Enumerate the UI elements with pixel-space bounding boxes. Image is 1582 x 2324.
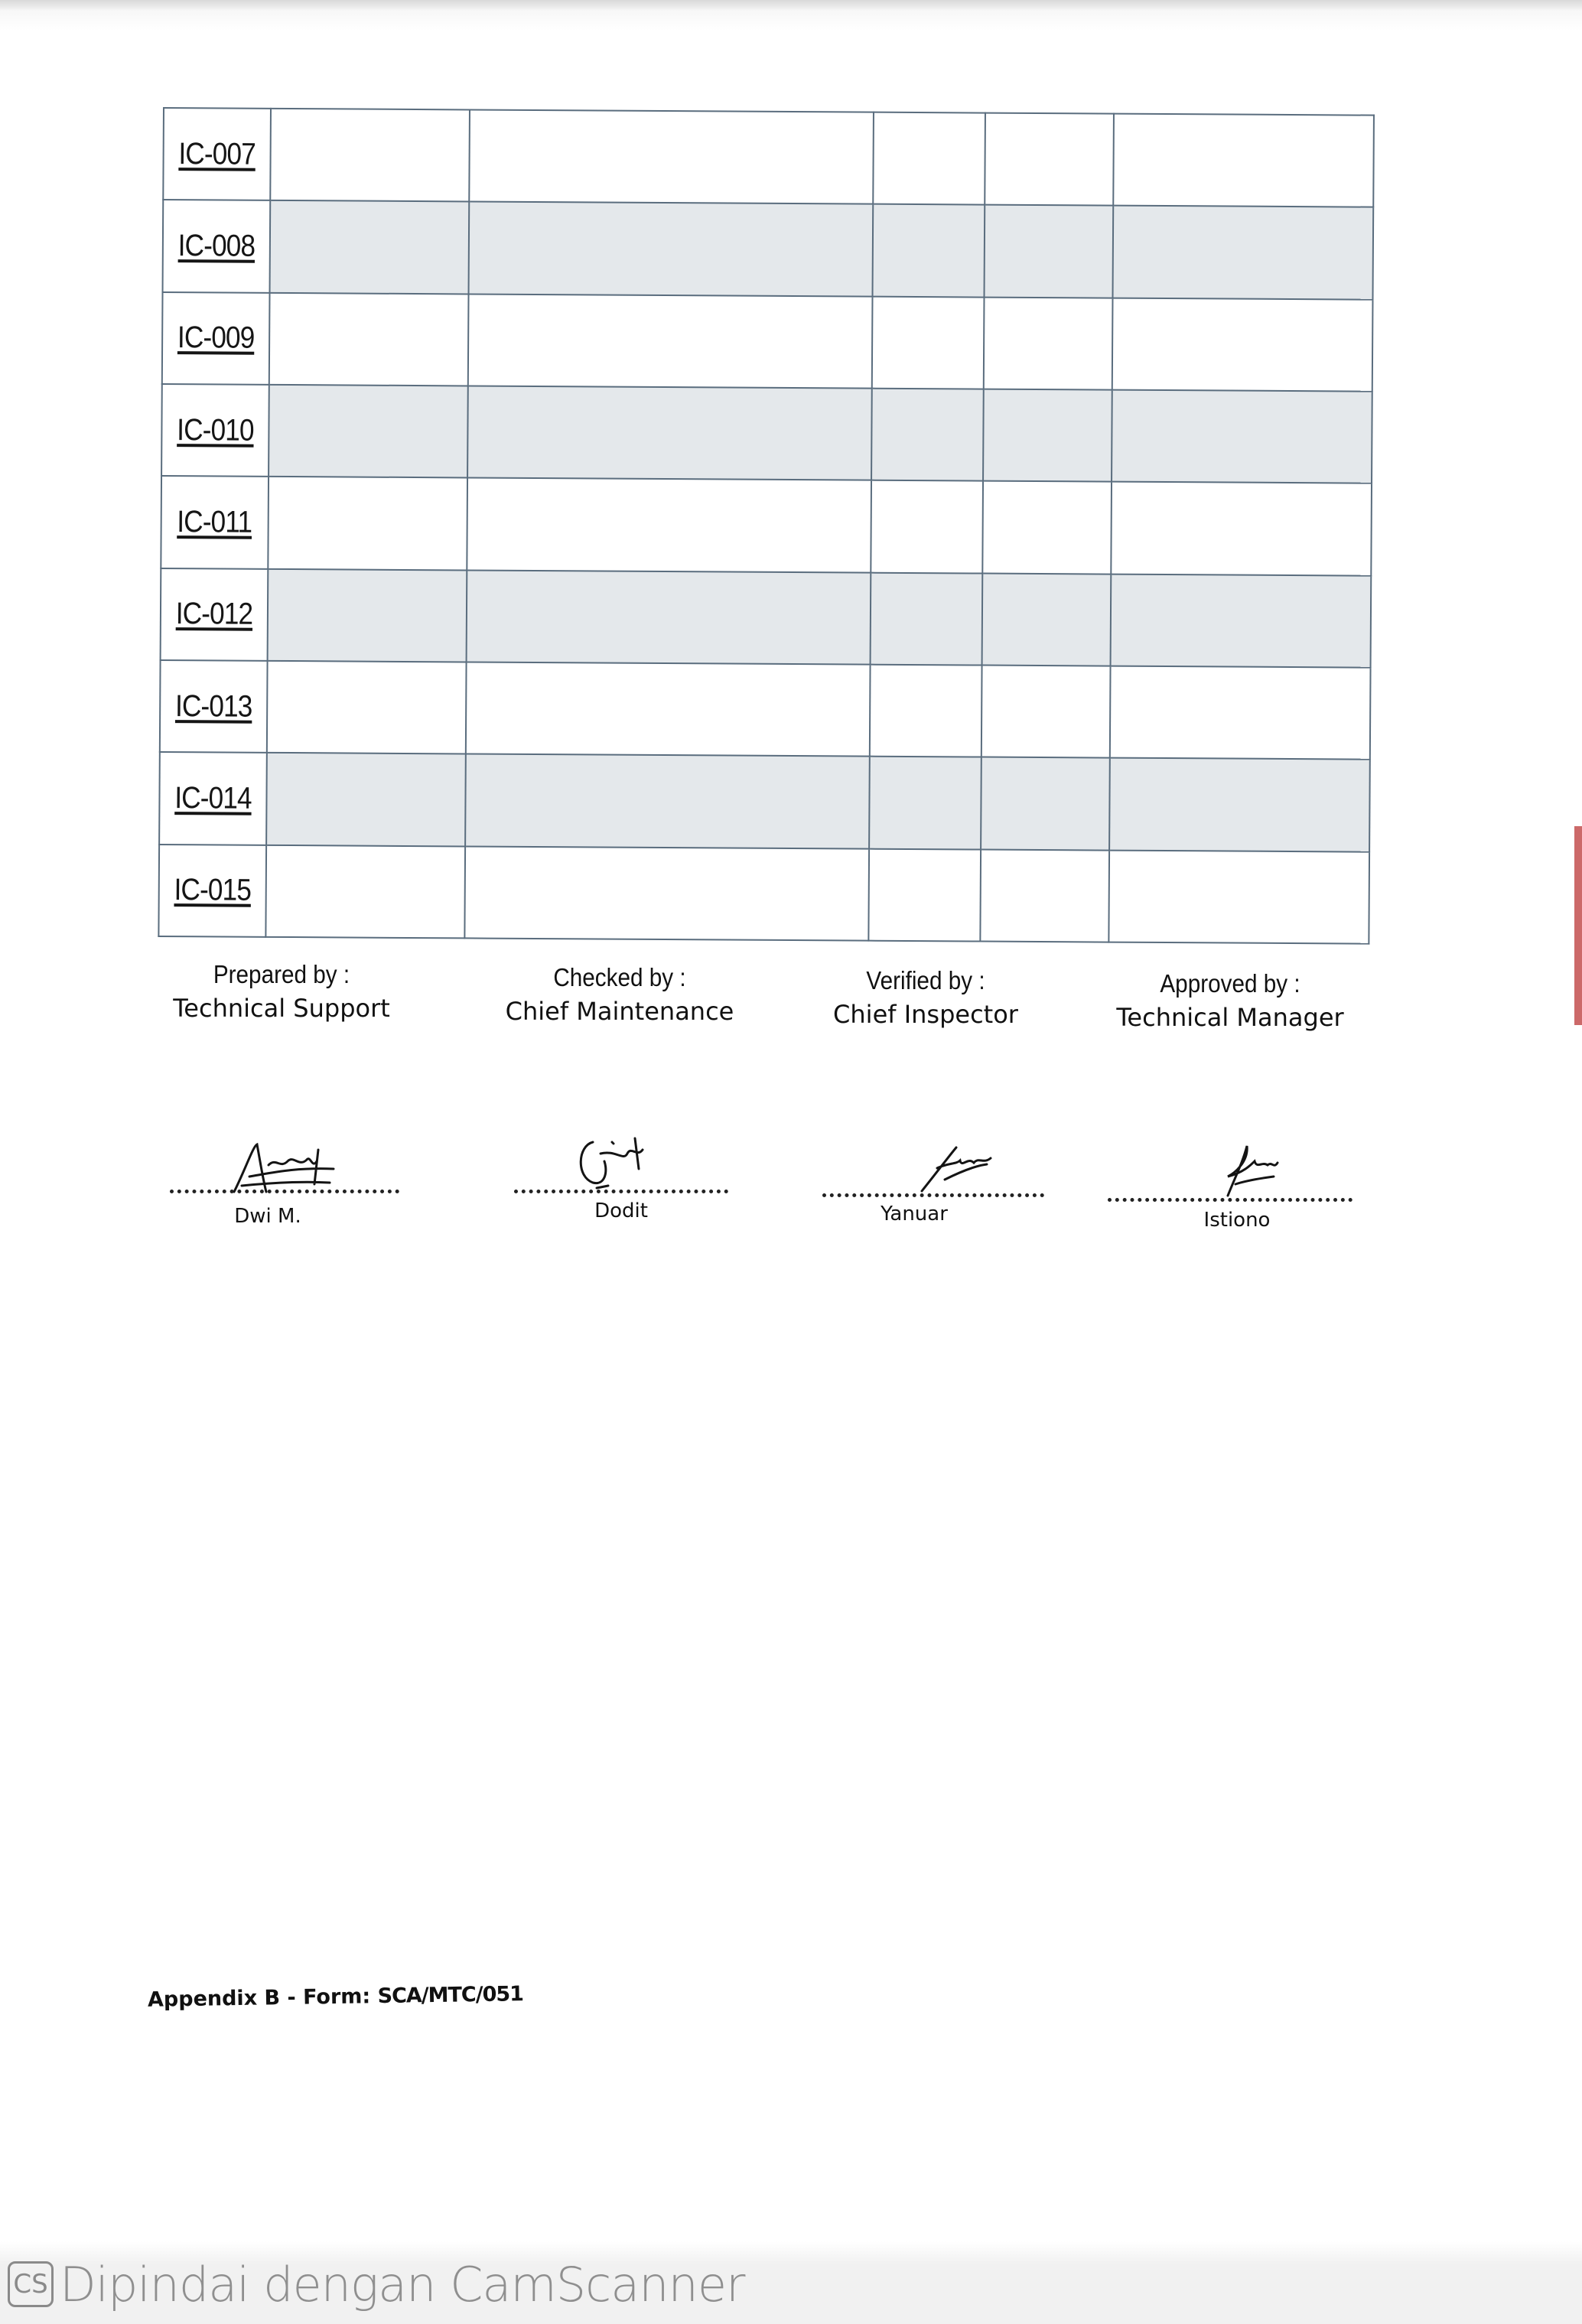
table-cell: [871, 480, 983, 573]
form-reference-code: SCA/MTC/051: [377, 1982, 524, 2009]
signature-image-approved: [1205, 1138, 1281, 1199]
ic-table-body: [158, 108, 1374, 944]
camscanner-watermark: [8, 2254, 744, 2315]
table-cell: [1113, 114, 1374, 207]
signature-department: Chief Inspector: [833, 1000, 1018, 1029]
table-cell: [984, 297, 1113, 389]
signature-line: [822, 1193, 1044, 1197]
table-cell: [981, 757, 1110, 850]
table-cell: [1109, 758, 1370, 851]
table-row: [161, 384, 1372, 483]
table-cell: [464, 846, 869, 941]
table-cell: [869, 757, 981, 849]
table-cell: [1111, 574, 1372, 667]
ic-code: IC-011: [177, 505, 252, 539]
table-cell: [871, 572, 983, 665]
table-cell: [467, 386, 872, 480]
table-cell: [985, 113, 1114, 206]
table-cell: [467, 478, 871, 573]
scan-top-edge: [0, 0, 1582, 11]
signature-department: Technical Support: [173, 994, 390, 1023]
camscanner-logo-icon: CS: [8, 2261, 54, 2307]
table-cell: [870, 665, 982, 757]
signature-line: [1108, 1198, 1353, 1202]
ic-code: IC-012: [175, 597, 253, 632]
table-cell: [1110, 666, 1371, 760]
table-row: [162, 292, 1373, 392]
table-cell: [266, 753, 466, 846]
table-row: [160, 660, 1371, 760]
form-reference: [148, 1982, 523, 2012]
table-cell: [1113, 206, 1374, 299]
table-cell: [1108, 850, 1369, 943]
table-row: [163, 108, 1374, 207]
code-cell: [158, 845, 266, 937]
table-cell: [267, 661, 467, 754]
table-cell: [982, 481, 1112, 574]
code-cell: [163, 108, 271, 200]
code-cell: [161, 568, 269, 661]
table-row: [163, 200, 1374, 299]
signatory-name: Dwi M.: [234, 1205, 301, 1228]
table-cell: [871, 389, 984, 481]
ic-code: IC-009: [177, 321, 255, 356]
signature-role: Prepared by :: [213, 960, 350, 988]
ic-code: IC-014: [174, 781, 252, 815]
table-cell: [1112, 390, 1372, 483]
table-row: [161, 476, 1372, 575]
ic-table: [158, 107, 1375, 945]
ic-code: IC-008: [177, 229, 256, 263]
scan-right-edge: [1574, 826, 1582, 1025]
signature-department: Technical Manager: [1116, 1003, 1344, 1032]
signatory-name: Dodit: [594, 1199, 648, 1222]
signature-line: [170, 1190, 399, 1193]
signature-role: Approved by :: [1160, 969, 1300, 998]
table-cell: [980, 849, 1109, 942]
signature-role: Checked by :: [553, 963, 686, 991]
signature-image-verified: [914, 1141, 998, 1195]
form-reference-prefix: Appendix B - Form:: [147, 1984, 378, 2012]
table-cell: [270, 109, 470, 202]
ic-code: IC-007: [178, 136, 256, 171]
signatory-name: Istiono: [1203, 1209, 1271, 1232]
code-cell: [163, 200, 271, 292]
table-cell: [868, 848, 981, 941]
table-cell: [468, 294, 873, 389]
signature-block-prepared: [167, 958, 396, 1025]
signature-block-approved: [1108, 967, 1353, 1034]
ic-code: IC-010: [177, 412, 254, 448]
table-cell: [873, 204, 985, 297]
table-cell: [1111, 482, 1372, 575]
camscanner-watermark-text: Dipindai dengan CamScanner: [60, 2256, 745, 2313]
table-cell: [985, 205, 1114, 298]
table-cell: [265, 845, 465, 938]
signatory-name: Yanuar: [881, 1203, 948, 1225]
table-row: [158, 845, 1369, 944]
table-cell: [269, 385, 468, 478]
table-row: [161, 568, 1372, 668]
code-cell: [161, 384, 269, 477]
ic-code: IC-013: [174, 688, 252, 724]
table-cell: [269, 293, 469, 386]
code-cell: [162, 292, 270, 385]
code-cell: [160, 660, 268, 753]
table-cell: [268, 477, 467, 570]
code-cell: [159, 752, 267, 845]
table-cell: [469, 202, 874, 297]
table-cell: [1112, 298, 1373, 391]
table-cell: [467, 570, 871, 665]
table-row: [159, 752, 1370, 851]
signature-block-checked: [497, 961, 742, 1028]
signature-block-verified: [822, 964, 1029, 1031]
table-cell: [465, 754, 870, 849]
signature-line: [514, 1190, 728, 1193]
ic-code: IC-015: [174, 873, 252, 908]
table-cell: [983, 389, 1112, 482]
table-cell: [982, 573, 1112, 666]
signature-role: Verified by :: [866, 966, 985, 994]
table-cell: [466, 662, 871, 757]
table-cell: [270, 200, 470, 294]
table-cell: [981, 666, 1111, 758]
table-cell: [873, 112, 985, 205]
table-cell: [469, 109, 874, 204]
table-cell: [872, 296, 985, 389]
table-cell: [268, 568, 467, 662]
code-cell: [161, 476, 269, 568]
signature-department: Chief Maintenance: [505, 997, 734, 1026]
